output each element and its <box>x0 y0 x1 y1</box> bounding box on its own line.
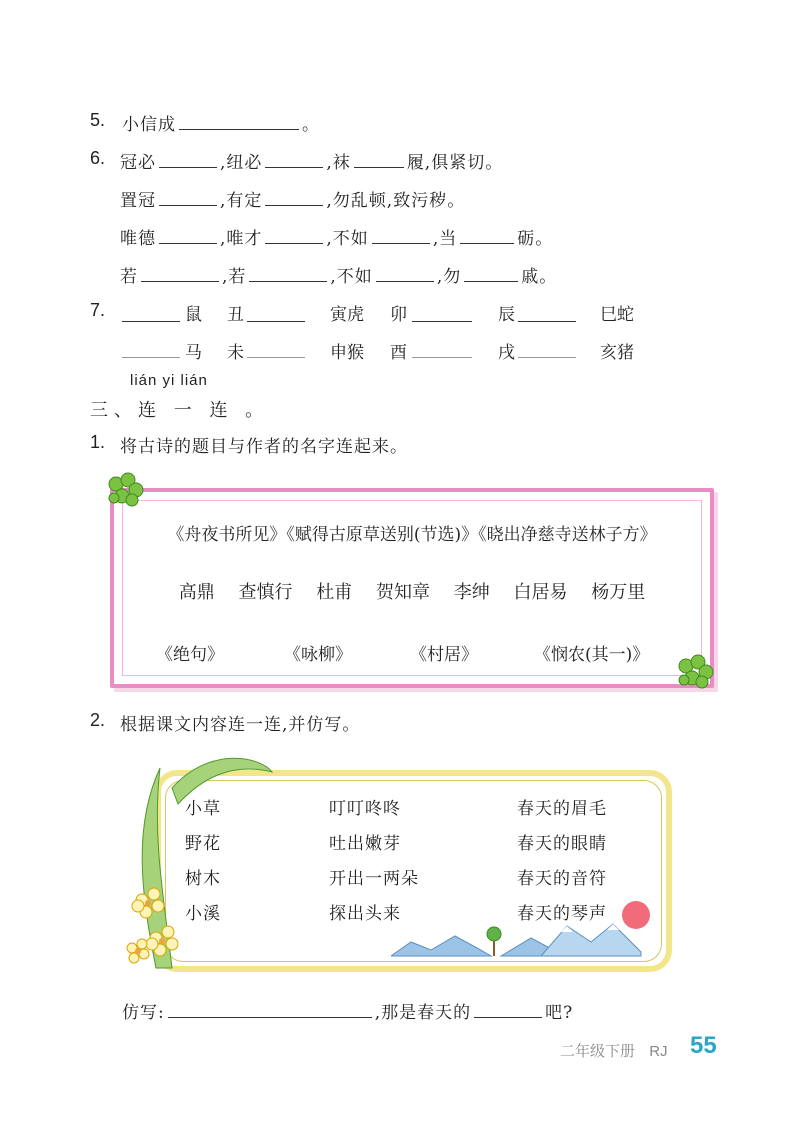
poem-item[interactable]: 《村居》 <box>410 645 478 665</box>
q6-l4-e: 戚。 <box>521 267 558 287</box>
author-item[interactable]: 杨万里 <box>591 582 646 603</box>
q6-l3-c: ,不如 <box>326 229 369 249</box>
blank[interactable] <box>518 356 576 358</box>
sun-icon <box>619 898 653 932</box>
task1-number: 1. <box>90 432 106 452</box>
q7-number: 7. <box>90 300 106 320</box>
blank[interactable] <box>265 204 323 206</box>
author-item[interactable]: 杜甫 <box>316 582 353 603</box>
action-item[interactable]: 叮叮咚咚 <box>329 799 401 819</box>
blank[interactable] <box>247 320 305 322</box>
blank[interactable] <box>249 280 327 282</box>
blank[interactable] <box>141 280 219 282</box>
q6-line4 <box>120 262 557 287</box>
action-item[interactable]: 探出头来 <box>329 904 401 924</box>
section3-pinyin: lián yi lián <box>130 372 208 389</box>
blank[interactable] <box>159 204 217 206</box>
q5-text: 小信成 <box>122 115 176 135</box>
q5-number: 5. <box>90 110 106 130</box>
author-item[interactable]: 白居易 <box>513 582 568 603</box>
blank[interactable] <box>376 280 434 282</box>
blank[interactable] <box>460 242 514 244</box>
q6-l2-c: ,勿乱顿,致污秽。 <box>326 191 466 211</box>
clover-icon <box>674 652 718 692</box>
subject-item[interactable]: 野花 <box>185 834 221 854</box>
subject-item[interactable]: 树木 <box>185 869 221 889</box>
metaphor-item[interactable]: 春天的眼睛 <box>517 834 607 854</box>
q5-end: 。 <box>302 115 320 135</box>
blank[interactable] <box>464 280 518 282</box>
edition-label: RJ <box>649 1043 668 1060</box>
zodiac-tiger: 寅虎 <box>330 305 364 325</box>
q6-l4-b: ,若 <box>222 267 247 287</box>
author-list <box>114 578 710 604</box>
blank[interactable] <box>122 320 180 322</box>
q6-number: 6. <box>90 148 106 168</box>
poem-titles-top: 《舟夜书所见》《赋得古原草送别(节选)》《晓出净慈寺送林子方》 <box>167 525 657 545</box>
clover-icon <box>104 470 148 510</box>
author-item[interactable]: 高鼎 <box>178 582 215 603</box>
blank[interactable] <box>265 242 323 244</box>
zodiac-horse: 马 <box>185 343 202 363</box>
zodiac-dog: 戌 <box>498 343 515 363</box>
imitate-blank-2[interactable] <box>474 1016 542 1018</box>
blank[interactable] <box>412 356 472 358</box>
q6-l4-c: ,不如 <box>330 267 373 287</box>
subject-item[interactable]: 小溪 <box>185 904 221 924</box>
blank[interactable] <box>518 320 576 322</box>
blank[interactable] <box>265 166 323 168</box>
metaphor-item[interactable]: 春天的眉毛 <box>517 799 607 819</box>
grade-label: 二年级下册 <box>560 1043 636 1060</box>
q6-l4-d: ,勿 <box>436 267 462 287</box>
zodiac-pig: 亥猪 <box>600 343 634 363</box>
metaphor-item[interactable]: 春天的音符 <box>517 869 607 889</box>
q6-l3-e: 砺。 <box>517 229 554 249</box>
q6-line3 <box>120 224 553 249</box>
q6-l1-a: 冠必 <box>120 153 156 173</box>
zodiac-monkey: 申猴 <box>330 343 364 363</box>
author-item[interactable]: 贺知章 <box>376 582 430 603</box>
blank[interactable] <box>247 356 305 358</box>
q6-l3-a: 唯德 <box>120 229 156 249</box>
section3-title: 三、连 一 连 。 <box>90 400 270 421</box>
metaphor-item[interactable]: 春天的琴声 <box>517 904 607 924</box>
q6-l1-b: ,纽必 <box>220 153 263 173</box>
q6-l1-d: 履,俱紧切。 <box>406 153 504 173</box>
blank[interactable] <box>372 242 430 244</box>
poem-author-box <box>110 488 714 688</box>
q6-line2 <box>120 186 465 211</box>
q6-l2-a: 置冠 <box>120 191 156 211</box>
zodiac-rooster: 酉 <box>390 343 407 363</box>
q6-l1-c: ,袜 <box>326 153 351 173</box>
poem-item[interactable]: 《悯农(其一)》 <box>534 645 650 665</box>
author-item[interactable]: 李绅 <box>453 582 490 603</box>
task2-instruction: 根据课文内容连一连,并仿写。 <box>120 715 361 735</box>
blank[interactable] <box>122 356 180 358</box>
blank[interactable] <box>159 242 217 244</box>
author-item[interactable]: 查慎行 <box>238 582 293 603</box>
imitate-mid: ,那是春天的 <box>374 1003 472 1023</box>
page-number: 55 <box>690 1032 717 1059</box>
poem-item[interactable]: 《咏柳》 <box>284 645 352 665</box>
q6-l3-b: ,唯才 <box>220 229 263 249</box>
task2-number: 2. <box>90 710 106 730</box>
q5-line <box>122 110 320 135</box>
zodiac-dragon: 辰 <box>498 305 515 325</box>
zodiac-rat: 鼠 <box>185 305 202 325</box>
footer-grade <box>560 1040 668 1061</box>
task1-instruction: 将古诗的题目与作者的名字连起来。 <box>120 437 408 457</box>
imitate-label: 仿写: <box>122 1003 165 1023</box>
imitate-end: 吧? <box>545 1003 574 1023</box>
action-item[interactable]: 开出一两朵 <box>329 869 419 889</box>
subject-item[interactable]: 小草 <box>185 799 221 819</box>
blank[interactable] <box>159 166 217 168</box>
action-item[interactable]: 吐出嫩芽 <box>329 834 401 854</box>
q6-l4-a: 若 <box>120 267 138 287</box>
q5-blank[interactable] <box>179 128 299 130</box>
q6-l2-b: ,有定 <box>220 191 263 211</box>
zodiac-rabbit: 卯 <box>390 305 407 325</box>
zodiac-snake: 巳蛇 <box>600 305 634 325</box>
blank[interactable] <box>354 166 404 168</box>
q6-l3-d: ,当 <box>432 229 458 249</box>
zodiac-goat: 未 <box>227 343 244 363</box>
blank[interactable] <box>412 320 472 322</box>
leaf-flower-decoration <box>112 748 282 978</box>
imitate-blank-1[interactable] <box>168 1016 372 1018</box>
poem-item[interactable]: 《绝句》 <box>156 645 224 665</box>
imitate-line <box>122 998 573 1023</box>
zodiac-ox: 丑 <box>227 305 244 325</box>
q6-line1 <box>120 148 503 173</box>
